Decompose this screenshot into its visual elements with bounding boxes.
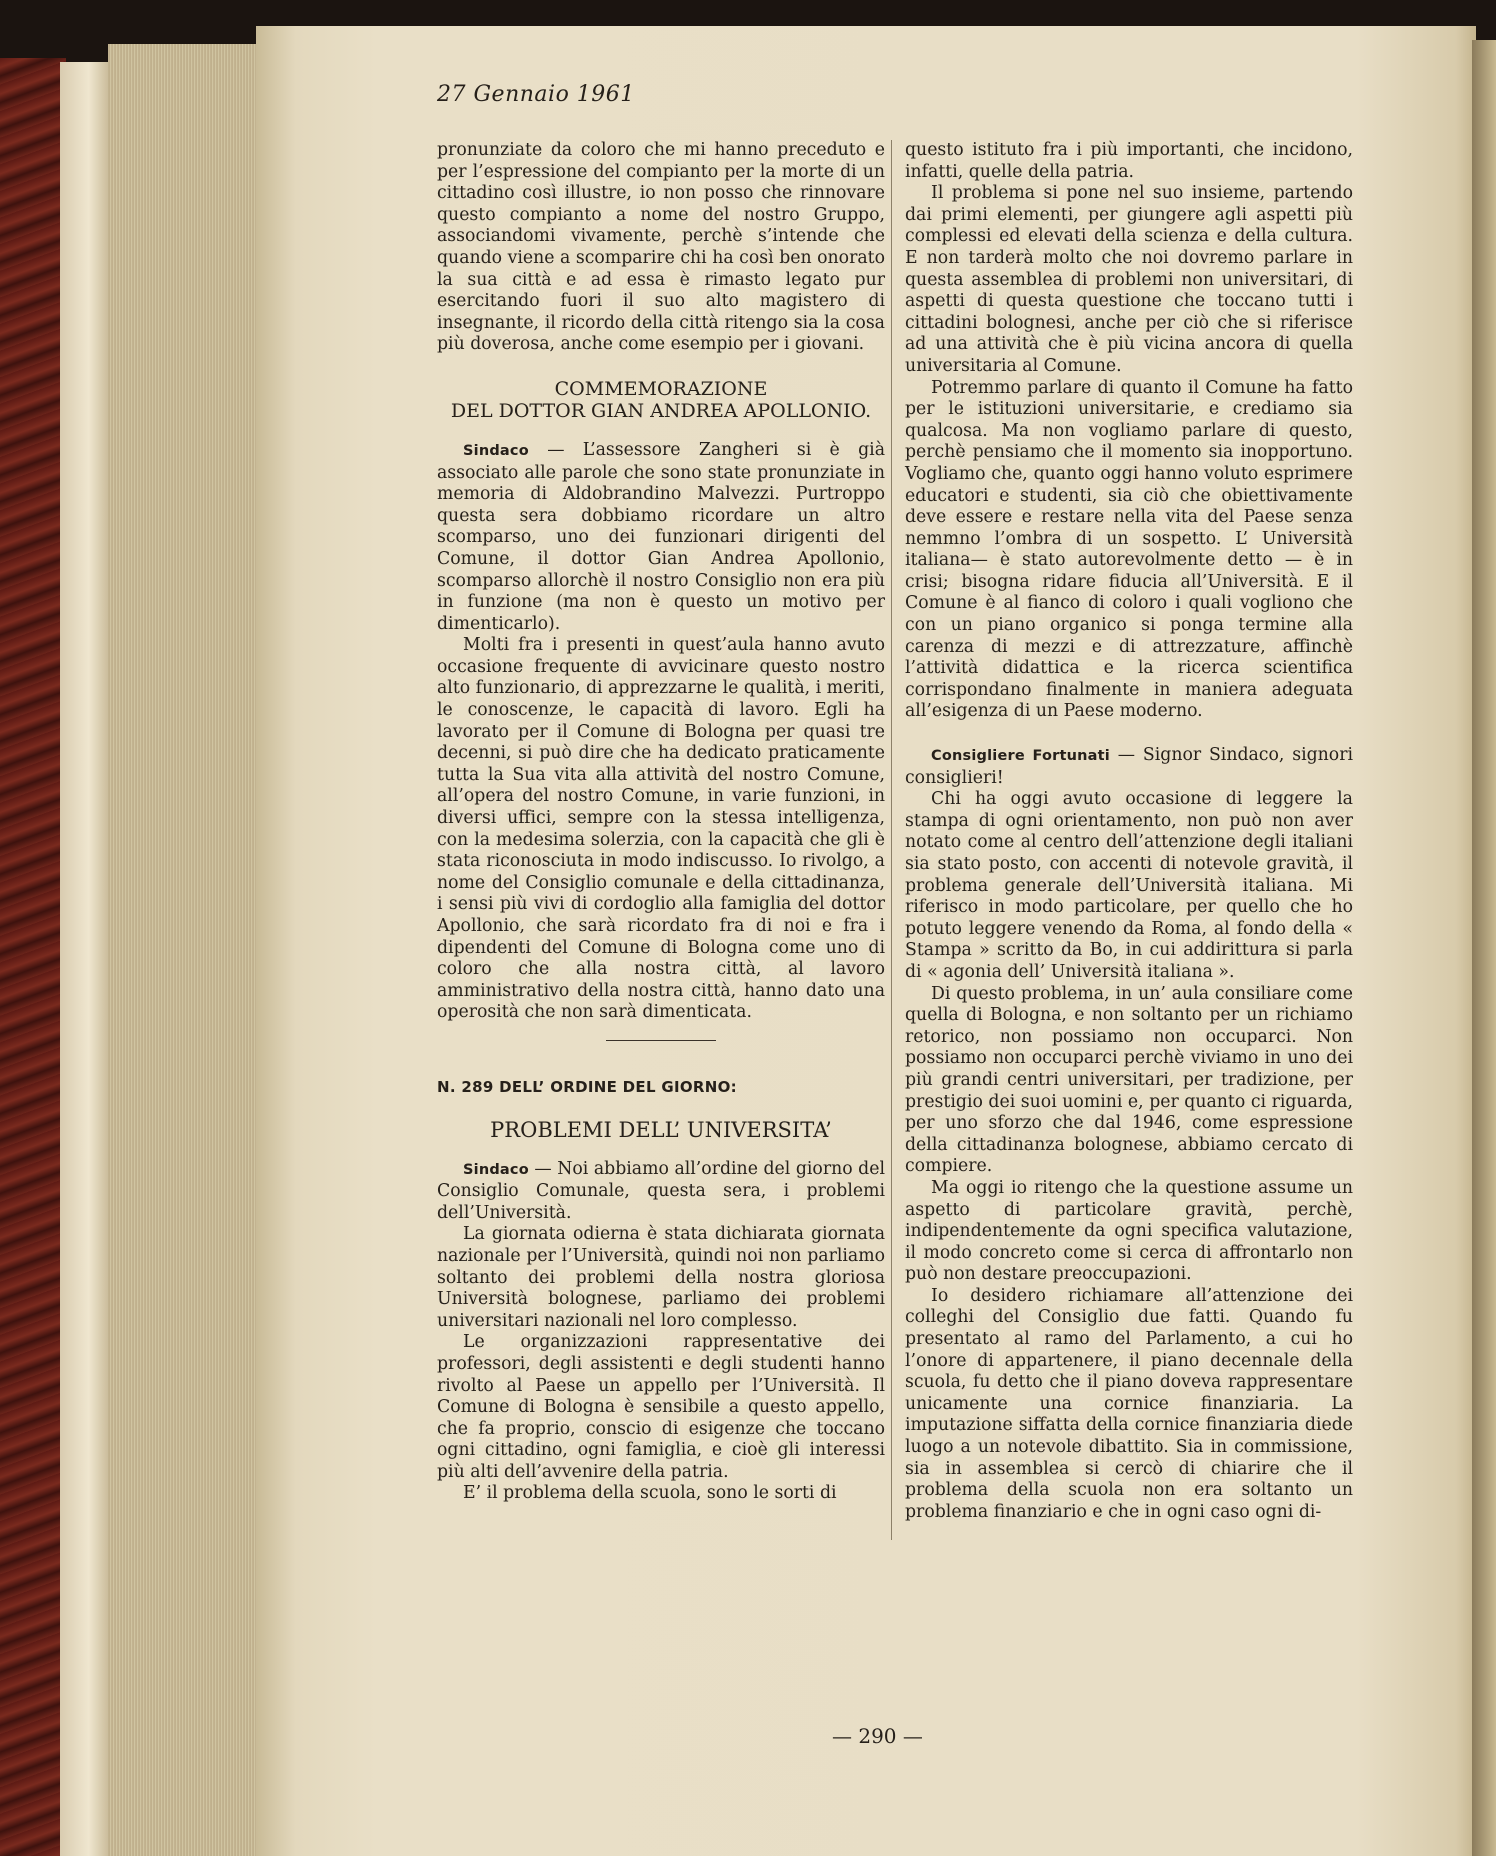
agenda-item-title: N. 289 DELL’ ORDINE DEL GIORNO: bbox=[437, 1077, 737, 1096]
paragraph: Io desidero richiamare all’attenzione dei colleghi del Consiglio due fatti. Quando fu presentato al ramo del Parlamento, a cui ho l’onore di appartenere, il piano decennale della scuola, fu detto che il piano doveva rappresentare unicamente una cornice finanziaria. La imputazione siffatta della cornice finanziaria diede luogo a un notevole dibattito. Sia in commissione, sia in assemblea si cercò di chiarire che il problema della scuola non era soltanto un problema finanziario e che in ogni caso ogni di- bbox=[905, 1285, 1353, 1522]
book-binding bbox=[0, 58, 66, 1856]
speech-text: — L’assessore Zangheri si è già associato alle parole che sono state pronunziate in memoria di Aldobrandino Malvezzi. Purtroppo questa sera dobbiamo ricordare un altro scomparso, uno dei funzionari dirigenti del Comune, il dottor Gian Andrea Apollonio, scomparso allorchè il nostro Consiglio non era più in funzione (ma non è questo un motivo per dimenticarlo). bbox=[437, 439, 885, 634]
heading-line: COMMEMORAZIONE bbox=[554, 377, 768, 400]
binding-edge bbox=[60, 62, 108, 1856]
paragraph: La giornata odierna è stata dichiarata giornata nazionale per l’Università, quindi noi non parliamo soltanto dei problemi della nostra gloriosa Università bolognese, parliamo dei problemi universitari nazionali nel loro complesso. bbox=[437, 1224, 885, 1331]
page-header-date: 27 Gennaio 1961 bbox=[437, 82, 635, 107]
section-heading-universita: PROBLEMI DELL’ UNIVERSITA’ bbox=[490, 1117, 832, 1142]
speech-text: — Noi abbiamo all’ordine del giorno del Consiglio Comunale, questa sera, i problemi dell’Università. bbox=[437, 1158, 885, 1223]
paragraph: Ma oggi io ritengo che la questione assume un aspetto di particolare gravità, perchè, indipendentemente da ogni specifica valutazione, il modo concreto come si cerca di affrontarlo non può non destare preoccupazioni. bbox=[905, 1177, 1353, 1285]
page-stack bbox=[108, 44, 258, 1856]
speaker-name: Consigliere Fortunati bbox=[931, 748, 1110, 765]
spacer bbox=[905, 723, 1353, 745]
speaker-name: Sindaco bbox=[463, 1161, 529, 1178]
paragraph: Chi ha oggi avuto occasione di leggere la stampa di ogni orientamento, non può non aver notato come al centro dell’attenzione degli italiani sia stato posto, con accenti di notevole gravità, il problema generale dell’Università italiana. Mi riferisco in modo particolare, per quello che ho potuto leggere venendo da Roma, al fondo della « Stampa » scritto da Bo, in cui addirittura si parla di « agonia dell’ Università italiana ». bbox=[905, 789, 1353, 982]
next-page-edge bbox=[1472, 40, 1496, 1856]
speech-text: — Signor Sindaco, signori consiglieri! bbox=[905, 745, 1353, 788]
separator-rule bbox=[606, 1040, 716, 1041]
paragraph: questo istituto fra i più importanti, che incidono, infatti, quelle della patria. bbox=[905, 140, 1353, 182]
section-heading-commemorazione bbox=[437, 378, 885, 422]
paragraph: pronunziate da coloro che mi hanno preceduto e per l’espressione del compianto per la morte di un cittadino così illustre, io non posso che rinnovare questo compianto a nome del nostro Gruppo, associandomi vivamente, perchè s’intende che quando viene a scomparire chi ha così ben onorato la sua città e ad essa è rimasto legato pur esercitando fuori il suo alto magistero di insegnante, il ricordo della città ritengo sia la cosa più doverosa, anche come esempio per i giovani. bbox=[437, 140, 885, 355]
speech-paragraph bbox=[437, 440, 885, 635]
speaker-name: Sindaco bbox=[463, 442, 529, 459]
paragraph: Il problema si pone nel suo insieme, partendo dai primi elementi, per giungere agli aspetti più complessi ed elevati della scienza e della cultura. E non tarderà molto che noi dovremo parlare in questa assemblea di problemi non universitari, di aspetti di questa questione che toccano tutti i cittadini bolognesi, anche per ciò che si riferisce ad una attività che è più vicina ancora di quella universitaria al Comune. bbox=[905, 183, 1353, 376]
paragraph: Le organizzazioni rappresentative dei professori, degli assistenti e degli studenti hanno rivolto al Paese un appello per l’Università. Il Comune di Bologna è sensibile a questo appello, che fa proprio, conscio di esigenze che toccano ogni cittadino, ogni famiglia, e cioè gli interessi più alti dell’avvenire della patria. bbox=[437, 1332, 885, 1482]
page-number: — 290 — bbox=[832, 1724, 923, 1748]
paragraph: E’ il problema della scuola, sono le sorti di bbox=[463, 1483, 837, 1504]
paragraph: Di questo problema, in un’ aula consiliare come quella di Bologna, e non soltanto per un richiamo retorico, non possiamo non occuparci. Non possiamo non occuparci perchè viviamo in uno dei più grandi centri universitari, per tradizione, per prestigio dei suoi uomini e, per quanto ci riguarda, per uno sforzo che dal 1946, come espressione della cittadinanza bolognese, abbiamo cercato di compiere. bbox=[905, 983, 1353, 1177]
left-column bbox=[437, 140, 885, 1505]
speech-paragraph bbox=[437, 1159, 885, 1225]
right-column bbox=[905, 140, 1353, 1523]
column-rule bbox=[891, 140, 892, 1540]
paragraph: Potremmo parlare di quanto il Comune ha fatto per le istituzioni universitarie, e crediamo sia qualcosa. Ma non vogliamo parlare di questo, perchè pensiamo che il momento sia inopportuno. Vogliamo che, quanto oggi hanno voluto esprimere educatori e studenti, sia ciò che obiettivamente deve essere e restare nella vita del Paese senza nemmno l’ombra di un sospetto. L’ Università italiana— è stato autorevolmente detto — è in crisi; bisogna ridare fiducia all’Università. E il Comune è al fianco di coloro i quali vogliono che con un piano organico si ponga termine alla carenza di mezzi e di attrezzature, affinchè l’attività didattica e la ricerca scientifica corrispondano finalmente in maniera adeguata all’esigenza di un Paese moderno. bbox=[905, 377, 1353, 722]
speech-paragraph bbox=[905, 745, 1353, 789]
paragraph: Molti fra i presenti in quest’aula hanno avuto occasione frequente di avvicinare questo nostro alto funzionario, di apprezzarne le qualità, i meriti, le conoscenze, le capacità di lavoro. Egli ha lavorato per il Comune di Bologna per quasi tre decenni, si può dire che ha dedicato praticamente tutta la Sua vita alla attività del nostro Comune, all’opera del nostro Comune, in varie funzioni, in diversi uffici, sempre con la stessa intelligenza, con la medesima solerzia, con la capacità che gli è stata riconosciuta in modo indiscusso. Io rivolgo, a nome del Consiglio comunale e della cittadinanza, i sensi più vivi di cordoglio alla famiglia del dottor Apollonio, che sarà ricordato fra di noi e fra i dipendenti del Comune di Bologna come uno di coloro che alla nostra città, al lavoro amministrativo della nostra città, hanno dato una operosità che non sarà dimenticata. bbox=[437, 635, 886, 1023]
heading-line: DEL DOTTOR GIAN ANDREA APOLLONIO. bbox=[450, 399, 872, 422]
